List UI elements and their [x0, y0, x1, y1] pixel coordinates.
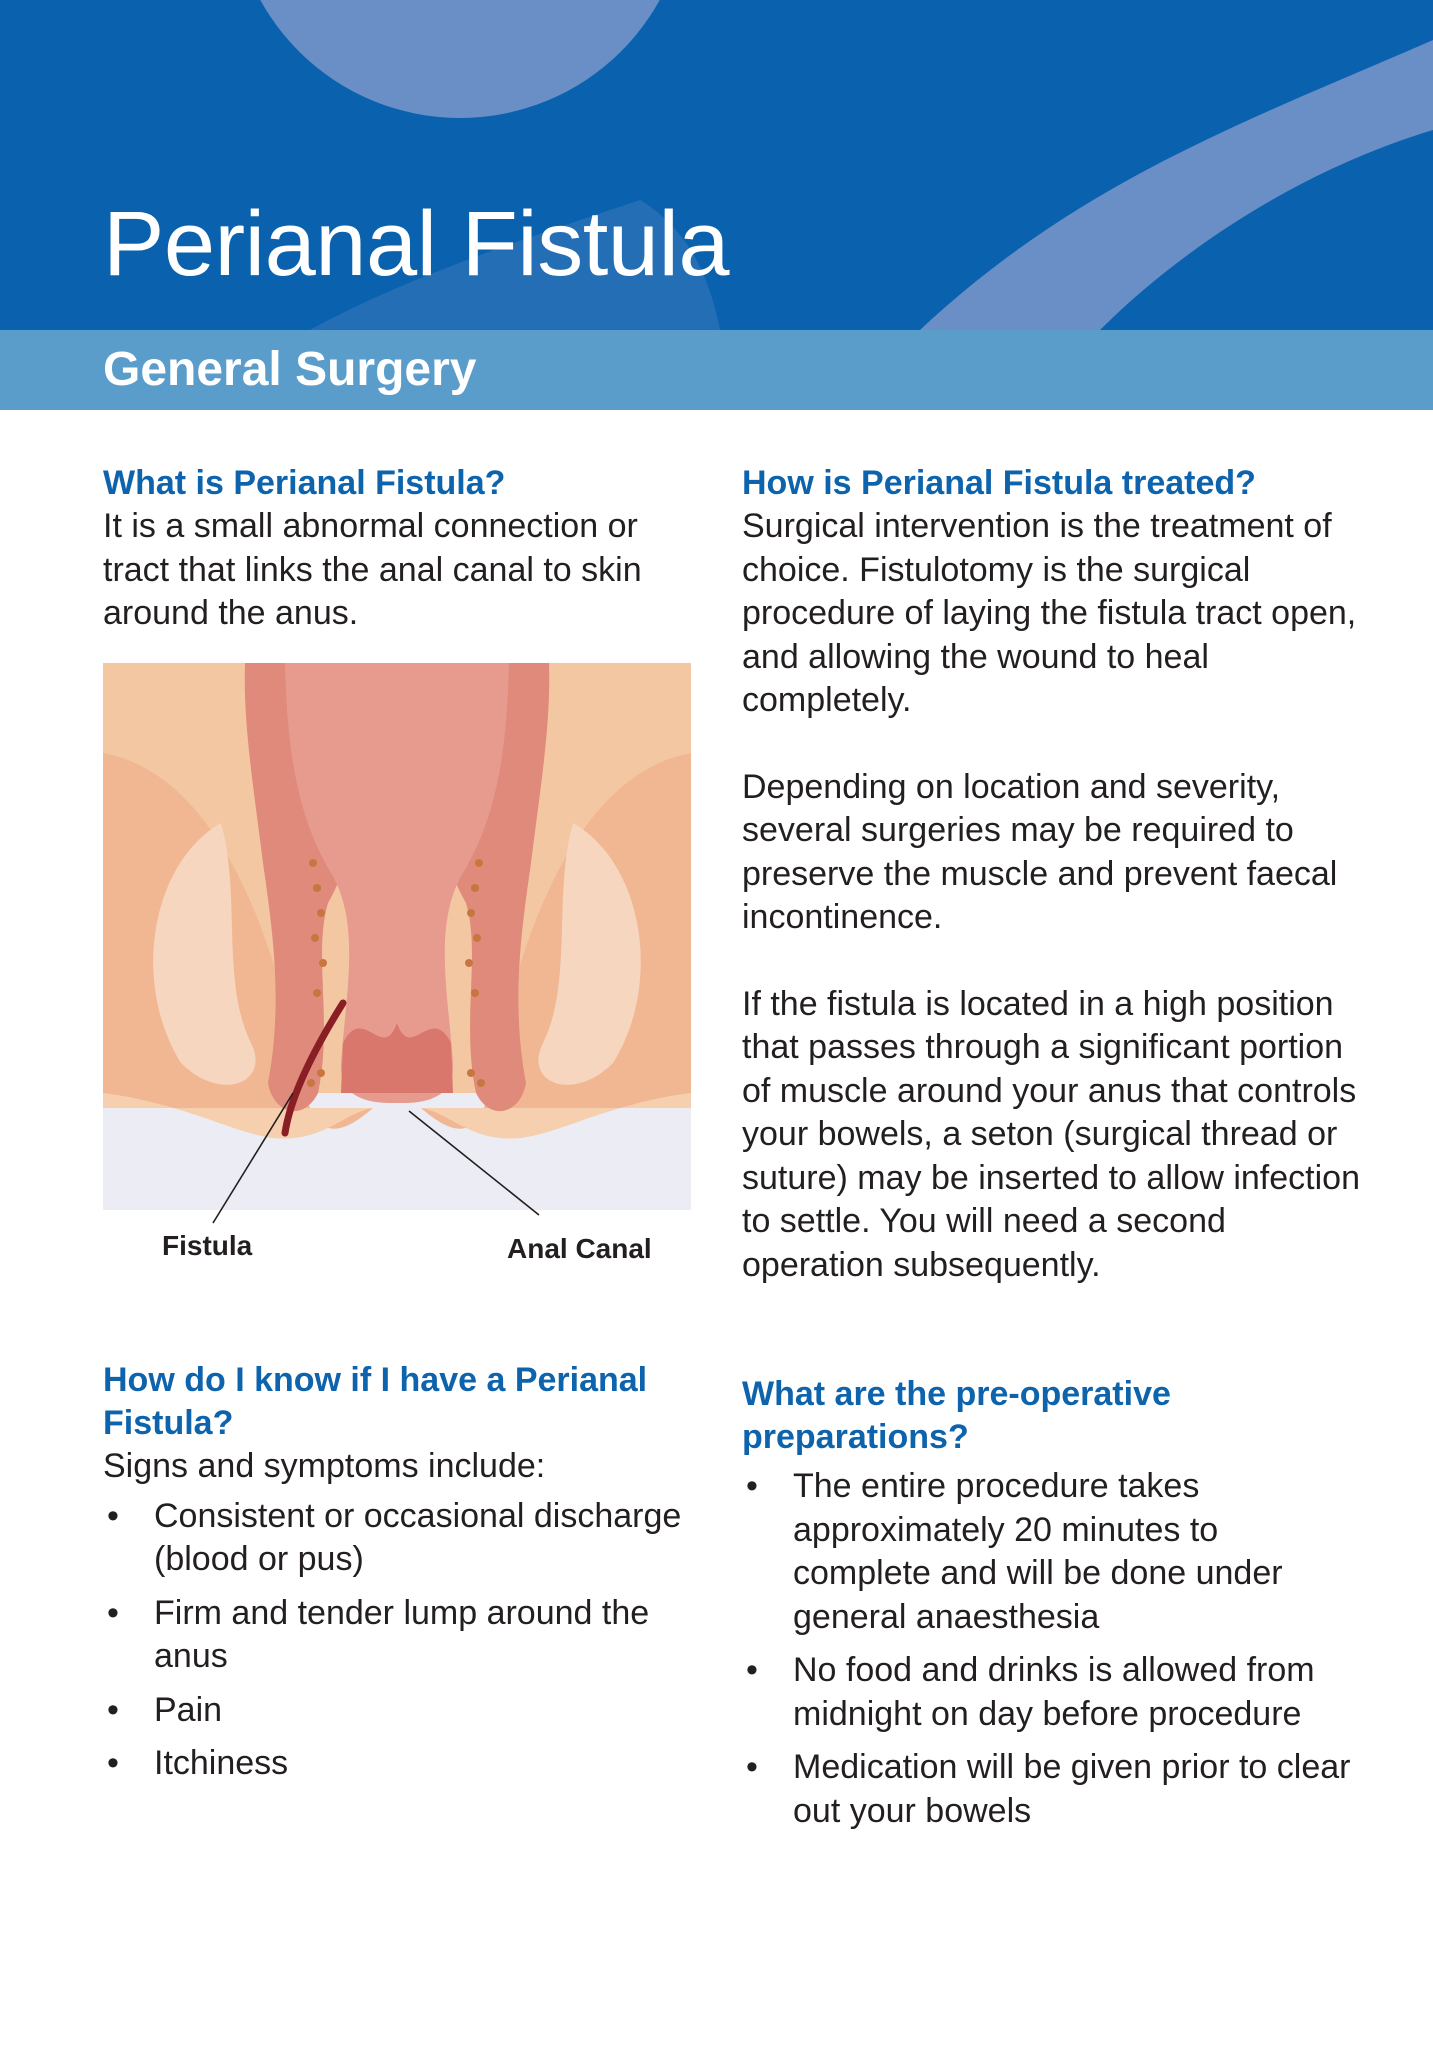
bullet-icon: • — [107, 1690, 119, 1729]
treatment-paragraph: Depending on location and severity, several surgeries may be required to preserve the muscle and prevent faecal incontinence. — [742, 767, 1338, 936]
anatomy-illustration — [103, 663, 691, 1263]
list-item-text: Consistent or occasional discharge (blood or pus) — [154, 1496, 682, 1578]
what-is-heading: What is Perianal Fistula? — [103, 464, 506, 502]
anal-valves — [341, 1023, 453, 1093]
list-item — [742, 1649, 1362, 1736]
list-item — [103, 1592, 703, 1679]
list-item-text: Itchiness — [154, 1744, 289, 1782]
list-item-text: No food and drinks is allowed from midnight on day before procedure — [793, 1651, 1315, 1733]
symptoms-list — [103, 1495, 703, 1786]
fistula-label: Fistula — [162, 1230, 253, 1261]
preop-list — [742, 1465, 1362, 1833]
department-subtitle: General Surgery — [103, 343, 477, 396]
treatment-paragraph: Surgical intervention is the treatment of choice. Fistulotomy is the surgical procedure of laying the fistula tract open, and allowing the wound to heal completely. — [742, 507, 1357, 719]
bullet-icon: • — [107, 1496, 119, 1535]
bullet-icon: • — [746, 1467, 758, 1505]
treatment-heading: How is Perianal Fistula treated? — [742, 464, 1256, 502]
list-item — [103, 1742, 703, 1786]
preop-section — [742, 1373, 1362, 1843]
symptoms-intro: Signs and symptoms include: — [103, 1447, 546, 1485]
banner-swoosh-right — [920, 40, 1433, 330]
list-item-text: Medication will be given prior to clear out your bowels — [793, 1748, 1351, 1830]
what-is-body: It is a small abnormal connection or tract that links the anal canal to skin around the anus. — [103, 507, 642, 632]
bullet-icon: • — [746, 1651, 758, 1689]
what-is-section — [103, 462, 703, 636]
banner-circle-shape — [232, 0, 688, 118]
treatment-section — [742, 462, 1362, 1287]
bullet-icon: • — [107, 1593, 119, 1632]
list-item — [103, 1495, 703, 1582]
treatment-paragraph: If the fistula is located in a high position that passes through a significant portion of muscle around your anus that controls your bowels, a seton (surgical thread or suture) may be inserted to allow infection to settle. You will need a second operation subsequently. — [742, 984, 1360, 1284]
list-item — [742, 1465, 1362, 1639]
preop-heading: What are the pre-operative preparations? — [742, 1375, 1171, 1456]
symptoms-section — [103, 1359, 703, 1796]
page-title: Perianal Fistula — [103, 193, 730, 295]
anal-canal-label: Anal Canal — [507, 1233, 652, 1264]
anal-canal-diagram — [103, 663, 691, 1263]
list-item-text: Pain — [154, 1690, 223, 1729]
symptoms-heading: How do I know if I have a Perianal Fistula? — [103, 1361, 648, 1442]
list-item — [103, 1689, 703, 1733]
list-item — [742, 1746, 1362, 1833]
bullet-icon: • — [107, 1744, 119, 1782]
list-item-text: The entire procedure takes approximately 20 minutes to complete and will be done under general anaesthesia — [793, 1467, 1283, 1636]
list-item-text: Firm and tender lump around the anus — [154, 1593, 650, 1675]
bullet-icon: • — [746, 1748, 758, 1786]
